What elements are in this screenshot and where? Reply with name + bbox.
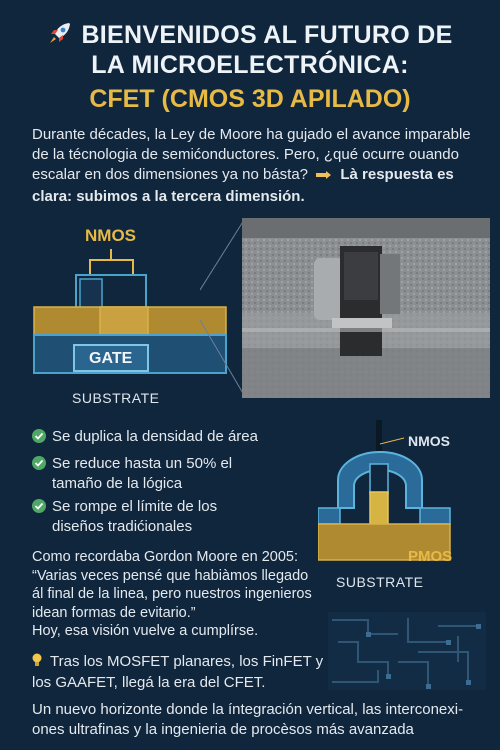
pointing-hand-icon [315, 167, 333, 187]
intro-bold-text: Là respuesta es clara: subimos a la tercera dimensión. [32, 166, 454, 205]
bullet-text-1: Se duplica la densidad de área [52, 428, 258, 445]
gate-label: GATE [89, 350, 133, 367]
rocket-icon [47, 20, 73, 53]
fin-channel [80, 279, 102, 311]
check-icon [32, 499, 46, 513]
bullet-item-1 [32, 427, 262, 447]
nmos-label-1: NMOS [85, 226, 136, 245]
moore-quote [32, 548, 322, 641]
cfet-stack-diagram [318, 420, 478, 570]
circuit-pattern-image [328, 612, 486, 690]
check-icon [32, 429, 46, 443]
title-line-1 [0, 20, 500, 53]
tip-text: Tras los MOSFET planares, los FinFET y los GAAFET, llegá la era del CFET. [32, 653, 324, 691]
tip-paragraph [32, 652, 332, 692]
nmos-label-2: NMOS [408, 433, 450, 449]
bullet-item-3 [32, 497, 232, 537]
quote-outro: Hoy, esa visión vuelve a cumplírse. [32, 623, 259, 639]
bullet-item-2 [32, 454, 242, 494]
intro-paragraph [32, 125, 482, 207]
check-icon [32, 456, 46, 470]
bullet-text-2: Se reduce hasta un 50% el tamaño de la lógica [52, 455, 233, 492]
footer-paragraph: Un nuevo horizonte donde la íntegración vertical, las interconexi- ones ultrafinas y la ingenieria de procèsos más avanzada [32, 701, 464, 738]
title-text-1: BIENVENIDOS AL FUTURO DE [81, 21, 453, 49]
quote-text: “Varias veces pensé que habiàmos llegado ál final de la linea, pero nuestros ingenieros idean formas de evitario.” [32, 567, 312, 621]
quote-intro: Como recordaba Gordon Moore en 2005: [32, 549, 298, 565]
bullet-text-3: Se rompe el límite de los diseños tradićionales [52, 498, 218, 535]
substrate-label-2: SUBSTRATE [336, 574, 424, 590]
sem-micrograph-image [242, 218, 490, 398]
title-line-3: CFET (CMOS 3D APILADO) [89, 85, 411, 113]
substrate-label-1: SUBSTRATE [72, 390, 160, 406]
intro-text: Durante décades, la Ley de Moore ha gujado el avance imparable de la técnologia de semićonductores. Pero, ¿qué ocurre ouando escalar en dos dimensiones ya no básta? [32, 126, 471, 183]
lightbulb-icon [32, 653, 42, 673]
pmos-label: PMOS [408, 548, 453, 565]
title-line-2: LA MICROELECTRÓNICA: [91, 51, 409, 79]
